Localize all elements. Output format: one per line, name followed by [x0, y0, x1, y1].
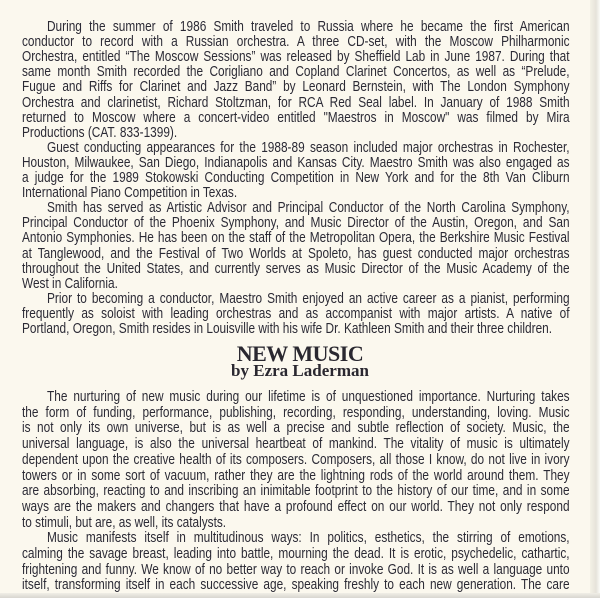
- essay-paragraph-line: is not only its own universe, but is as well a precise and subtle reflection of society. Music, the: [22, 419, 570, 437]
- essay-paragraph-line: dependent upon the creative health of its composers. Composers, all those I know, do not live in ivory: [22, 450, 570, 468]
- bio-paragraph-line: returned to Moscow where a concert-video entitled "Maestros in Moscow" was filmed by Mira: [22, 108, 570, 126]
- bio-paragraph-line: Orchestra and clarinetist, Richard Stoltzman, for RCA Red Seal label. In January of 1988 Smith: [22, 93, 570, 111]
- section-title: NEW MUSIC: [236, 341, 364, 366]
- bio-paragraph-line: Antonio Symphonies. He has been on the staff of the Metropolitan Opera, the Berkshire Music Festival: [22, 229, 570, 247]
- bio-paragraph-line: frequently as soloist with leading orchestras and as accompanist with major artists. A native of: [22, 304, 570, 322]
- section-byline: by Ezra Laderman: [231, 361, 369, 380]
- bio-paragraph-line: Smith has served as Artistic Advisor and Principal Conductor of the North Carolina Symphony,: [47, 199, 570, 217]
- essay-paragraph-line: frightening and funny. We know of no better way to reach or invoke God. It is as well a language unto: [22, 560, 570, 578]
- essay-paragraph-line: the form of funding, performance, publishing, recording, responding, understanding, loving. Music: [22, 403, 570, 421]
- bio-paragraph-line: Orchestra, entitled “The Moscow Sessions” was released by Sheffield Lab in June 1987. During that: [22, 48, 570, 66]
- bio-paragraph-line: Houston, Milwaukee, San Diego, Indianapolis and Kansas City. Maestro Smith was also engaged as: [22, 153, 570, 171]
- essay-paragraph-line: universal language, is also the universal heartbeat of mankind. The vitality of music is ultimately: [22, 435, 570, 453]
- essay-paragraph-line: to stimuli, but are, as well, its catalysts.: [22, 513, 227, 531]
- essay-paragraph-line: calming the savage breast, leading into battle, mourning the dead. It is erotic, psychedelic, cathartic,: [22, 545, 570, 562]
- bio-paragraph-line: International Piano Competition in Texas.: [22, 184, 238, 202]
- bio-paragraph-line: at Tanglewood, and the Festival of Two Worlds at Spoleto, has guest conducted major orchestras: [22, 244, 570, 262]
- page-edge-shadow: [590, 0, 600, 598]
- bio-paragraph-line: Guest conducting appearances for the 1988-89 season included major orchestras in Rochester,: [47, 138, 570, 156]
- bio-paragraph-line: Principal Conductor of the Phoenix Symphony, and Music Director of the Austin, Oregon, and San: [22, 214, 570, 232]
- page-bottom-edge: [0, 593, 600, 598]
- essay-paragraph-line: Music manifests itself in multitudinous ways: In politics, esthetics, the stirring of emotions,: [47, 529, 570, 547]
- bio-paragraph-line: throughout the United States, and currently serves as Music Director of the Music Academy of the: [22, 259, 570, 277]
- essay-paragraph-line: itself, transforming itself in each successive age, speaking freshly to each new generation. The care: [22, 576, 570, 594]
- essay-paragraph-line: ways are the makers and changers that have a profound effect on our world. They not only respond: [22, 497, 570, 515]
- bio-paragraph-line: a judge for the 1989 Stokowski Conducting Competition in New York and for the 8th Van Cliburn: [22, 169, 570, 186]
- bio-paragraph-line: Prior to becoming a conductor, Maestro Smith enjoyed an active career as a pianist, performing: [47, 289, 570, 307]
- essay-paragraph-line: are absorbing, reacting to and inscribing an inimitable footprint to the history of our time, and in some: [22, 482, 570, 500]
- bio-paragraph-line: Portland, Oregon, Smith resides in Louisville with his wife Dr. Kathleen Smith and their three children.: [22, 320, 553, 337]
- bio-paragraph-line: West in California.: [22, 274, 118, 292]
- bio-paragraph-line: conductor to record with a Russian orchestra. A three CD-set, with the Moscow Philharmonic: [22, 33, 570, 51]
- bio-paragraph-line: same month Smith recorded the Corigliano and Copland Clarinet Concertos, as well as “Prelude,: [22, 63, 570, 81]
- bio-paragraph-line: Productions (CAT. 833-1399).: [22, 123, 178, 141]
- bio-paragraph-line: Fugue and Riffs for Clarinet and Jazz Band” by Leonard Bernstein, with The London Symphony: [22, 78, 570, 96]
- essay-paragraph-line: The nurturing of new music during our lifetime is of unquestioned importance. Nurturing takes: [47, 388, 570, 405]
- bio-paragraph-line: During the summer of 1986 Smith traveled to Russia where he became the first American: [47, 18, 570, 35]
- essay-paragraph-line: towers or in some sort of vacuum, rather they are the lightning rods of the world around them. They: [22, 466, 570, 484]
